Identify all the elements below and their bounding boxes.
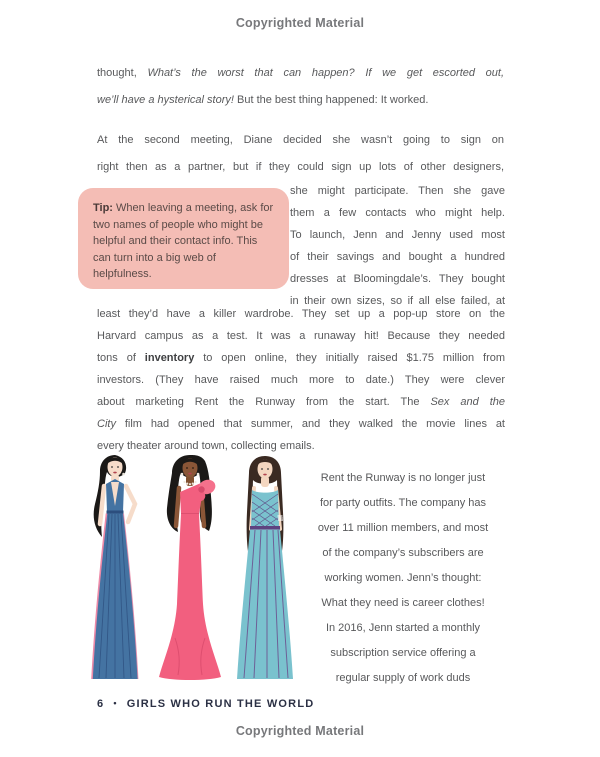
text-line: investors. (They have raised much more to date.) They were clever: [97, 374, 505, 386]
text-line: of their savings and bought a hundred: [290, 251, 505, 263]
text-line: working women. Jenn’s thought:: [324, 572, 482, 584]
paragraph-popup-store: [97, 303, 505, 457]
text-line: of the company’s subscribers are: [322, 547, 484, 559]
paragraph-wrap-right-of-tip: [290, 180, 505, 312]
text-line: subscription service offering a: [330, 647, 476, 659]
text-line: tons of inventory to open online, they initially raised $1.75 million from: [97, 352, 506, 364]
page-number: 6: [97, 698, 105, 710]
tip-callout: [78, 188, 289, 289]
three-gowns-illustration: [79, 452, 303, 692]
page-footer: [97, 698, 314, 710]
book-title: GIRLS WHO RUN THE WORLD: [126, 698, 315, 710]
footer-bullet: •: [113, 698, 118, 708]
text-line: over 11 million members, and most: [317, 522, 489, 534]
woman-in-coral-one-shoulder-bow-gown: [159, 455, 221, 680]
text-line: we’ll have a hysterical story! But the best thing happened: It worked.: [97, 94, 429, 106]
paragraph-beside-illustration: [302, 466, 504, 691]
tip-label: Tip:: [93, 202, 113, 214]
copyright-notice-bottom: Copyrighted Material: [235, 724, 365, 738]
woman-in-blue-deep-v-gown: [92, 455, 138, 679]
copyright-notice-top: Copyrighted Material: [235, 16, 365, 30]
text-line: about marketing Rent the Runway from the start. The Sex and the: [97, 396, 506, 408]
text-line: In 2016, Jenn started a monthly: [325, 622, 481, 634]
tip-text: When leaving a meeting, ask for two names of people who might be helpful and their contact info. This can turn into a big web of helpfulness.: [93, 202, 274, 280]
text-line: right then as a partner, but if they could sign up lots of other designers,: [97, 161, 504, 173]
text-line: she might participate. Then she gave: [290, 185, 505, 197]
text-line: them a few contacts who might help.: [290, 207, 505, 219]
paragraph-second-meeting: [97, 127, 504, 181]
text-line: City film had opened that summer, and they walked the movie lines at: [97, 418, 505, 430]
woman-in-teal-strapless-gown: [237, 456, 293, 679]
text-line: Harvard campus as a test. It was a runaway hit! Because they needed: [97, 330, 505, 342]
text-line: thought, What’s the worst that can happen? If we get escorted out,: [97, 67, 504, 79]
text-line: for party outfits. The company has: [319, 497, 487, 509]
text-line: To launch, Jenn and Jenny used most: [290, 229, 505, 241]
text-line: dresses at Bloomingdale’s. They bought: [290, 273, 505, 285]
paragraph-opening: [97, 60, 504, 114]
text-line: Rent the Runway is no longer just: [320, 472, 486, 484]
text-line: regular supply of work duds: [335, 672, 471, 684]
text-line: least they’d have a killer wardrobe. They set up a pop-up store on the: [97, 308, 505, 320]
text-line: What they need is career clothes!: [321, 597, 485, 609]
text-line: At the second meeting, Diane decided she wasn’t going to sign on: [97, 134, 504, 146]
text-line: in their own sizes, so if all else failed, at: [290, 295, 505, 307]
text-line: every theater around town, collecting emails.: [97, 440, 315, 452]
